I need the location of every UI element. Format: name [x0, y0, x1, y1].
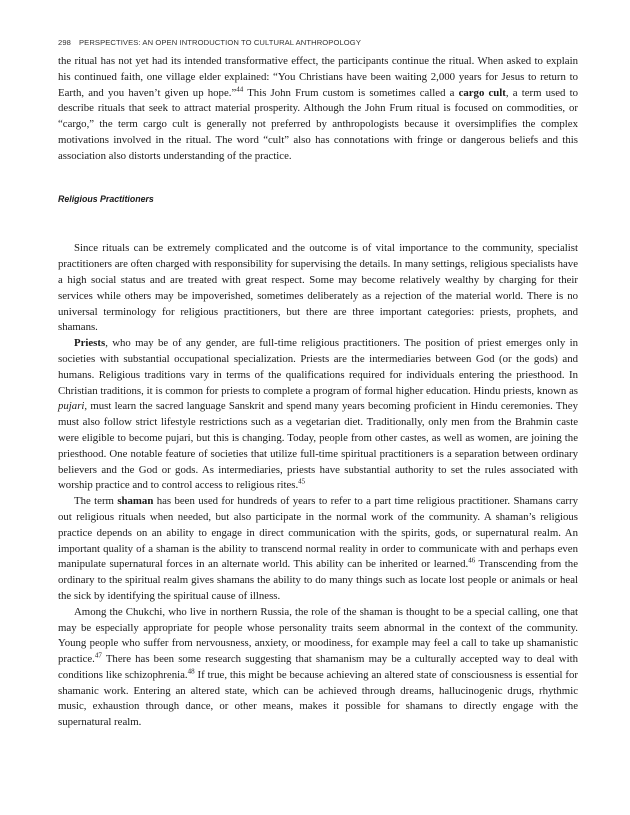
running-title: PERSPECTIVES: AN OPEN INTRODUCTION TO CULTURAL ANTHROPOLOGY: [78, 38, 361, 47]
key-term-priests: Priests: [74, 337, 106, 350]
text-run: the ritual has not yet had its intended transformative effect, the participants continue the ritual. When asked to explain his continued faith, one village elder explained: “You Christians have been waiting 2,000 years for Jesus to return to Earth, and you haven’t given up hope.”: [58, 55, 578, 99]
text-run: Transcending from the ordinary to the spiritual realm gives shamans the ability to do many things such as locate lost people or animals or heal the sick by identifying the spiritual cause of illness.: [58, 558, 578, 602]
key-term-shaman: shaman: [117, 495, 154, 508]
text-run: , who may be of any gender, are full-time religious practitioners. The position of priest emerges only in societies with substantial occupational specialization. Priests are the intermediaries between God (or the gods) and humans. Religious traditions vary in terms of the qualifications required for individuals entering the priesthood. In Christian traditions, it is common for priests to complete a program of formal higher education. Hindu priests, known as: [58, 337, 578, 397]
body-text: [58, 54, 578, 731]
footnote-ref-44[interactable]: 44: [236, 85, 244, 93]
running-header: [58, 38, 578, 47]
text-run: If true, this might be because achieving an altered state of consciousness is essential for shamanic work. Entering an altered state, which can be achieved through dreams, hallucinogenic drugs, rhythmic music, exhaustion through dance, or other means, makes it possible for shamans to directly engage with the supernatural realm.: [58, 668, 578, 729]
text-run: , a term used to describe rituals that seek to attract material prosperity. Although the John Frum ritual is focused on commodities, or “cargo,” the term cargo cult is generally not preferred by anthropologists because it oversimplifies the complex motivations involved in the ritual. The word “cult” also has connotations with fringe or dangerous beliefs and this association also distorts understanding of the practice.: [58, 86, 578, 162]
text-run: There has been some research suggesting that shamanism may be a culturally accepted way to deal with conditions like schizophrenia.: [58, 653, 578, 681]
footnote-ref-48[interactable]: 48: [187, 667, 195, 676]
text-run: , must learn the sacred language Sanskrit and spend many years becoming proficient in Hindu ceremonies. They must also follow strict lifestyle restrictions such as a vegetarian diet. Traditionally, only men from the Brahmin caste were eligible to become pujari, but this is changing. Today, people from other castes, as well as women, are joining the priesthood. One notable feature of societies that utilize full-time spiritual practitioners is a separation between ordinary believers and the God or gods. As intermediaries, priests have substantial authority to set the rules associated with worship practice and to control access to religious rites.: [58, 400, 578, 492]
footnote-ref-45[interactable]: 45: [298, 477, 306, 486]
text-run: Since rituals can be extremely complicated and the outcome is of vital importance to the community, specialist practitioners are often charged with responsibility for supervising the details. In many settings, religious specialists have a high social status and are treated with great respect. Some may become relatively wealthy by charging for their services while others may be impoverished, sometimes deliberately as a rejection of the material world. There is no universal terminology for religious practitioners, but there are three important categories: priests, prophets, and shamans.: [58, 242, 578, 334]
paragraph-priests: [58, 336, 578, 494]
key-term-cargo-cult: cargo cult: [458, 86, 506, 99]
page-number: 298: [58, 38, 71, 47]
text-run: has been used for hundreds of years to refer to a part time religious practitioner. Shamans carry out religious rituals when needed, but also participate in the normal work of the community. A shaman’s religious practice depends on an ability to engage in direct communication with the spirits, gods, or supernatural realm. An important quality of a shaman is the ability to transcend normal reality in order to communicate with and perhaps even manipulate supernatural forces in an alternate world. This ability can be inherited or learned.: [58, 495, 578, 571]
text-run: The term: [74, 495, 118, 508]
paragraph-practitioners-intro: [58, 241, 578, 336]
section-heading: Religious Practitioners: [58, 193, 154, 204]
footnote-ref-46[interactable]: 46: [468, 556, 476, 565]
italic-term-pujari: pujari: [58, 400, 85, 413]
text-run: This John Frum custom is sometimes called a: [243, 86, 459, 99]
paragraph-chukchi: [58, 605, 578, 731]
text-run: Among the Chukchi, who live in northern Russia, the role of the shaman is thought to be a special calling, one that may be especially appropriate for people whose personality traits seem abnormal in the context of the community. Young people who suffer from nervousness, anxiety, or moodiness, for example may feel a call to take up shamanistic practice.: [58, 605, 578, 666]
paragraph-cargo-cult: [58, 54, 578, 165]
paragraph-shaman: [58, 494, 578, 605]
footnote-ref-47[interactable]: 47: [94, 651, 102, 660]
